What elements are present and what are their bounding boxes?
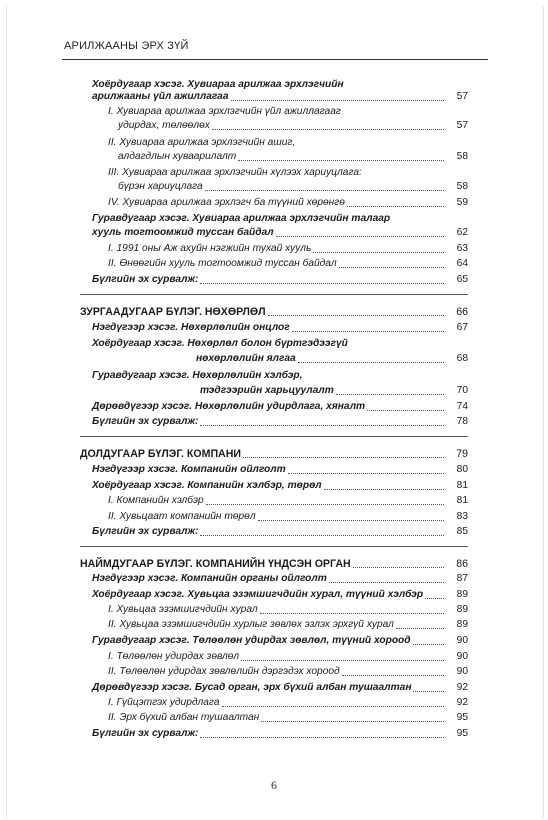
dot-leader (288, 472, 444, 474)
dot-leader (212, 128, 444, 130)
toc-entry[interactable] (92, 91, 468, 103)
toc-page-number: 59 (456, 197, 468, 208)
section-divider (80, 294, 468, 295)
toc-entry-title: II. Өнөөгийн хууль тогтоомжид туссан байдал (108, 258, 337, 269)
toc-page-number: 81 (456, 480, 468, 491)
dot-leader (200, 534, 444, 536)
dot-leader (206, 503, 444, 505)
toc-entry[interactable] (92, 589, 468, 601)
toc-entry[interactable] (108, 666, 468, 678)
toc-entry[interactable] (118, 120, 468, 132)
toc-entry[interactable] (92, 480, 468, 492)
toc-entry[interactable] (92, 416, 468, 428)
toc-page-number: 62 (456, 227, 468, 238)
dot-leader (205, 189, 444, 191)
toc-entry[interactable] (108, 697, 468, 709)
toc-entry[interactable] (108, 495, 468, 507)
toc-page-number: 66 (456, 306, 468, 318)
toc-entry-title: бүрэн хариуцлага (118, 181, 203, 192)
toc-chapter-title: ДОЛДУГААР БҮЛЭГ. КОМПАНИ (80, 448, 241, 460)
toc-entry[interactable] (118, 151, 468, 163)
toc-entry[interactable] (200, 385, 468, 397)
toc-page-number: 92 (456, 697, 468, 708)
toc-entry-title: I. Төлөөлөн удирдах зөвлөл (108, 651, 240, 662)
toc-entry-title: алдагдлын хуваарилалт (118, 151, 237, 162)
toc-page-number: 67 (456, 322, 468, 333)
toc-entry[interactable] (108, 258, 468, 270)
toc-entry[interactable] (108, 651, 468, 663)
toc-page-number: 79 (456, 448, 468, 460)
toc-page-number: 57 (456, 120, 468, 131)
toc-chapter[interactable] (80, 558, 468, 570)
toc-entry[interactable] (92, 227, 468, 239)
toc-page-number: 64 (456, 258, 468, 269)
toc-page-number: 87 (456, 573, 468, 584)
toc-entry-title: I. Гүйцэтгэх удирдлага (108, 697, 220, 708)
toc-entry[interactable] (108, 604, 468, 616)
toc-page-number: 74 (456, 401, 468, 412)
toc-entry-title: тэдгээрийн харьцуулалт (200, 385, 334, 396)
toc-page-number: 90 (456, 666, 468, 677)
toc-entry[interactable] (92, 728, 468, 740)
toc-page-number: 63 (456, 243, 468, 254)
dot-leader (396, 627, 444, 629)
toc-entry[interactable] (108, 243, 468, 255)
dot-leader (200, 736, 444, 738)
toc-entry-title: II. Хувьцаат компанийн төрөл (108, 511, 256, 522)
dot-leader (231, 99, 444, 101)
dot-leader (313, 251, 444, 253)
toc-entry-title: Гуравдугаар хэсэг. Төлөөлөн удирдах зөвлөл, түүний хороод (92, 635, 411, 646)
toc-page-number: 89 (456, 619, 468, 630)
toc-page-number: 70 (456, 385, 468, 396)
toc-entry[interactable] (92, 464, 468, 476)
toc-page-number: 78 (456, 416, 468, 427)
dot-leader (238, 159, 444, 161)
toc-entry-title: I. 1991 оны Аж ахуйн нэгжийн тухай хууль (108, 243, 312, 254)
toc-page-number: 58 (456, 181, 468, 192)
dot-leader (222, 705, 444, 707)
toc-page-number: 95 (456, 728, 468, 739)
toc-page-number: 85 (456, 526, 468, 537)
dot-leader (276, 235, 444, 237)
dot-leader (298, 361, 444, 363)
toc-entry-line1: I. Хувиараа арилжаа эрхлэгчийн үйл ажиллагааг (108, 106, 341, 117)
dot-leader (268, 314, 444, 316)
dot-leader (425, 597, 444, 599)
dot-leader (200, 424, 444, 426)
toc-page-number: 86 (456, 558, 468, 570)
toc-entry[interactable] (108, 511, 468, 523)
running-head: АРИЛЖААНЫ ЭРХ ЗҮЙ (64, 40, 189, 52)
toc-chapter-title: ЗУРГААДУГААР БҮЛЭГ. НӨХӨРЛӨЛ (80, 306, 266, 318)
toc-entry-title: IV. Хувиараа арилжаа эрхлэгч ба түүний хөрөнгө (108, 197, 345, 208)
dot-leader (413, 643, 444, 645)
toc-entry-line1: Хоёрдугаар хэсэг. Хувиараа арилжаа эрхлэгчийн (92, 79, 344, 90)
toc-entry-title: Бүлгийн эх сурвалж: (92, 728, 199, 739)
section-divider (80, 546, 468, 547)
dot-leader (241, 659, 444, 661)
toc-page-number: 65 (456, 274, 468, 285)
dot-leader (260, 612, 444, 614)
dot-leader (261, 720, 444, 722)
toc-page-number: 57 (456, 91, 468, 102)
toc-entry[interactable] (92, 573, 468, 585)
toc-entry[interactable] (118, 181, 468, 193)
toc-entry-title: II. Эрх бүхий албан тушаалтан (108, 712, 260, 723)
toc-entry[interactable] (108, 197, 468, 209)
dot-leader (292, 330, 444, 332)
toc-entry[interactable] (196, 353, 468, 365)
dot-leader (339, 266, 444, 268)
toc-entry-title: Хоёрдугаар хэсэг. Компанийн хэлбэр, төрөл (92, 480, 322, 491)
dot-leader (347, 205, 444, 207)
header-rule (62, 59, 488, 60)
toc-entry[interactable] (92, 682, 468, 694)
toc-entry-line1: Гуравдугаар хэсэг. Нөхөрлөлийн хэлбэр, (92, 370, 303, 381)
dot-leader (329, 581, 444, 583)
dot-leader (336, 393, 444, 395)
dot-leader (353, 566, 444, 568)
toc-chapter-title: НАЙМДУГААР БҮЛЭГ. КОМПАНИЙН ҮНДСЭН ОРГАН (80, 558, 351, 570)
toc-entry-title: I. Хувьцаа эзэмшигчдийн хурал (108, 604, 258, 615)
toc-page-number: 83 (456, 511, 468, 522)
dot-leader (258, 519, 444, 521)
toc-entry-line1: III. Хувиараа арилжаа эрхлэгчийн хүлээх хариуцлага: (108, 167, 362, 178)
toc-entry-title: Нэгдүгээр хэсэг. Компанийн органы ойлголт (92, 573, 327, 584)
toc-entry[interactable] (92, 322, 468, 334)
toc-entry-title: хууль тогтоомжид туссан байдал (92, 227, 274, 238)
dot-leader (413, 690, 444, 692)
toc-entry-title: Нэгдүгээр хэсэг. Нөхөрлөлийн онцлог (92, 322, 290, 333)
toc-entry-line1: Хоёрдугаар хэсэг. Нөхөрлөл болон бүртгэдээгүй (92, 338, 348, 349)
toc-entry-title: Дөрөвдүгээр хэсэг. Нөхөрлөлийн удирдлага, хяналт (92, 401, 366, 412)
toc-entry-title: II. Төлөөлөн удирдах зөвлөлийн дэргэдэх хороод (108, 666, 340, 677)
toc-entry-line1: Гуравдугаар хэсэг. Хувиараа арилжаа эрхлэгчийн талаар (92, 213, 391, 224)
toc-entry-title: I. Компанийн хэлбэр (108, 495, 204, 506)
toc-page-number: 81 (456, 495, 468, 506)
toc-entry[interactable] (108, 712, 468, 724)
toc-entry-title: II. Хувьцаа эзэмшигчдийн хурлыг зөвлөх эзлэх эрхгүй хурал (108, 619, 394, 630)
toc-entry-title: Нэгдүгээр хэсэг. Компанийн ойлголт (92, 464, 286, 475)
toc-entry-title: нөхөрлөлийн ялгаа (196, 353, 296, 364)
dot-leader (324, 488, 444, 490)
toc-entry-title: Дөрөвдүгээр хэсэг. Бусад орган, эрх бүхий албан тушаалтан (92, 682, 412, 693)
toc-entry[interactable] (92, 274, 468, 286)
toc-entry-title: Бүлгийн эх сурвалж: (92, 274, 199, 285)
toc-page-number: 95 (456, 712, 468, 723)
dot-leader (200, 282, 444, 284)
toc-page-number: 89 (456, 589, 468, 600)
toc-entry-title: Хоёрдугаар хэсэг. Хувьцаа эзэмшигчдийн хурал, түүний хэлбэр (92, 589, 424, 600)
toc-entry[interactable] (108, 619, 468, 631)
section-divider (80, 436, 468, 437)
toc-entry-line1: II. Хувиараа арилжаа эрхлэгчийн ашиг, (108, 137, 296, 148)
dot-leader (367, 409, 444, 411)
toc-entry[interactable] (92, 526, 468, 538)
toc-page-number: 92 (456, 682, 468, 693)
toc-page-number: 90 (456, 651, 468, 662)
toc-entry-title: Бүлгийн эх сурвалж: (92, 416, 199, 427)
toc-page-number: 68 (456, 353, 468, 364)
toc-entry-title: Бүлгийн эх сурвалж: (92, 526, 199, 537)
dot-leader (243, 456, 444, 458)
dot-leader (342, 674, 444, 676)
toc-entry-title: арилжааны үйл ажиллагаа (92, 91, 229, 102)
toc-chapter[interactable] (80, 448, 468, 460)
toc-chapter[interactable] (80, 306, 468, 318)
toc-entry[interactable] (92, 635, 468, 647)
toc-entry[interactable] (92, 401, 468, 413)
toc-page-number: 89 (456, 604, 468, 615)
toc-entry-title: удирдах, төлөөлөх (118, 120, 210, 131)
page-number: 6 (271, 778, 277, 792)
toc-page-number: 58 (456, 151, 468, 162)
toc-page-number: 90 (456, 635, 468, 646)
toc-page-number: 80 (456, 464, 468, 475)
